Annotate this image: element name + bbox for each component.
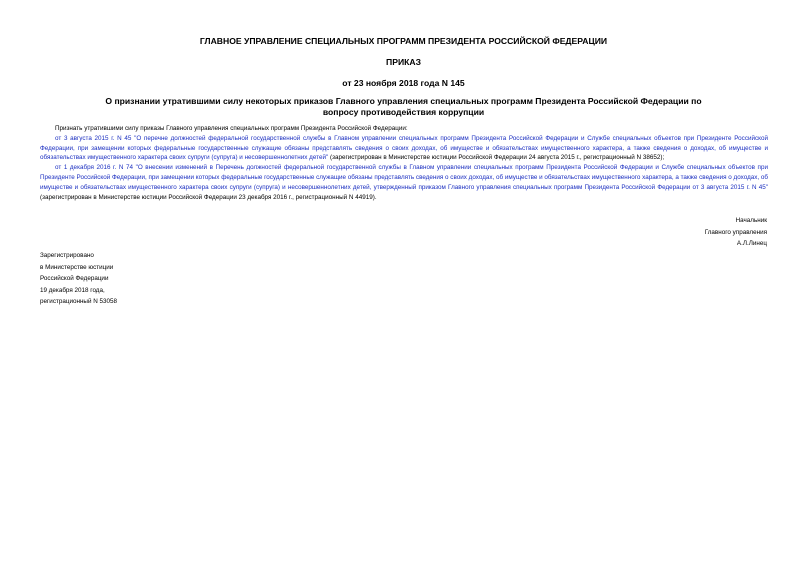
order-link-1[interactable]: от 3 августа 2015 г. N 45 "О перечне должностей федеральной государственной службы в Главном управлении специальных программ Президента Российской Федерации и Службе специальных объектов при Президенте Российской Федерации, при замещении которых федеральные государственные служащие обязаны представлять сведения о своих доходах, об имуществе и обязательствах имущественного характера, а также сведения о доходах, об имуществе и обязательствах имущественного характера своих супруги (супруга) и несовершеннолетних детей" — [40, 134, 768, 162]
registration-line-1: Зарегистрировано — [40, 252, 94, 259]
order-link-2[interactable]: от 1 декабря 2016 г. N 74 "О внесении изменений в Перечень должностей федеральной государственной службы в Главном управлении специальных программ Президента Российской Федерации и Службе специальных объектов при Президенте Российской Федерации, при замещении которых федеральные государственные служащие обязаны представлять сведения о своих доходах, об имуществе и обязательствах имущественного характера, а также сведения о доходах, об имуществе и обязательствах имущественного характера своих супруги (супруга) и несовершеннолетних детей, утвержденный приказом Главного управления специальных программ Президента Российской Федерации от 3 августа 2015 г. N 45" — [40, 164, 768, 191]
signature-position: Начальник — [735, 217, 767, 224]
registration-line-4: 19 декабря 2018 года, — [40, 286, 105, 294]
registration-block — [40, 250, 117, 308]
revoked-order-item-2 — [40, 163, 768, 202]
document-body — [40, 124, 768, 202]
order-registration-note-1: (зарегистрирован в Министерстве юстиции Российской Федерации 24 августа 2015 г., регистрационный N 38652); — [328, 154, 665, 162]
registration-line-2: в Министерстве юстиции — [40, 263, 114, 271]
document-type-heading: ПРИКАЗ — [386, 57, 421, 67]
document-title: О признании утратившими силу некоторых приказов Главного управления специальных программ Президента Российской Федерации по вопросу противодействия коррупции — [105, 96, 702, 117]
intro-paragraph: Признать утратившими силу приказы Главного управления специальных программ Президента Российской Федерации: — [55, 125, 408, 132]
signature-name: А.Л.Линец — [736, 240, 767, 247]
registration-line-5: регистрационный N 53058 — [40, 298, 118, 306]
signature-block — [705, 215, 767, 250]
order-registration-note-2: (зарегистрирован в Министерстве юстиции Российской Федерации 23 декабря 2016 г., регистрационный N 44919). — [40, 193, 377, 201]
agency-heading: ГЛАВНОЕ УПРАВЛЕНИЕ СПЕЦИАЛЬНЫХ ПРОГРАММ ПРЕЗИДЕНТА РОССИЙСКОЙ ФЕДЕРАЦИИ — [199, 36, 608, 46]
signature-department: Главного управления — [704, 228, 767, 236]
registration-line-3: Российской Федерации — [40, 275, 109, 283]
revoked-order-item-1 — [40, 134, 768, 163]
date-number-heading: от 23 ноября 2018 года N 145 — [342, 78, 465, 88]
